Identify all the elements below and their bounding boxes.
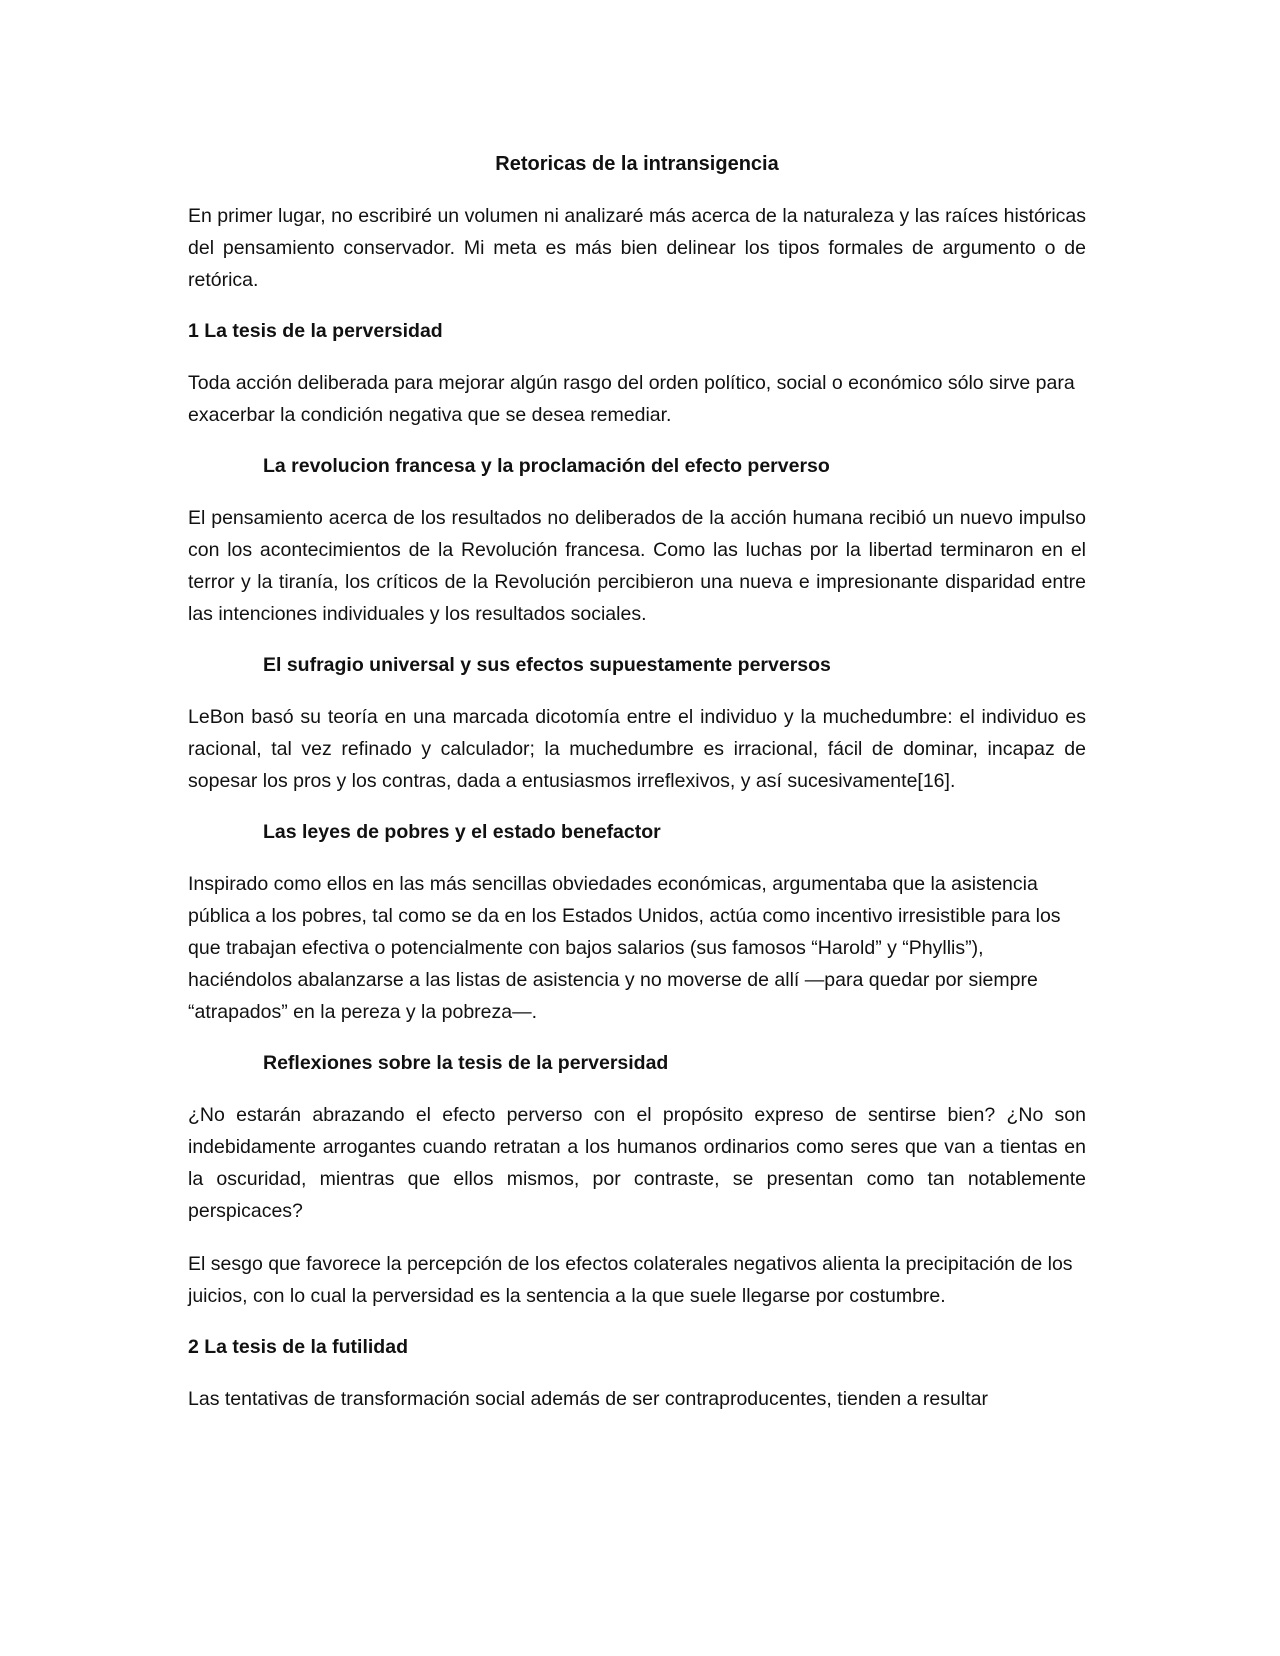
- paragraph-perversidad-definition: Toda acción deliberada para mejorar algún rasgo del orden político, social o económico sólo sirve para exacerbar la condición negativa que se desea remediar.: [188, 372, 1075, 426]
- subsection-heading-sufragio-universal: El sufragio universal y sus efectos supuestamente perversos: [263, 654, 831, 676]
- paragraph-sesgo: El sesgo que favorece la percepción de los efectos colaterales negativos alienta la precipitación de los juicios, con lo cual la perversidad es la sentencia a la que suele llegarse por costumbre.: [188, 1253, 1073, 1307]
- paragraph-asistencia-publica: Inspirado como ellos en las más sencillas obviedades económicas, argumentaba que la asistencia pública a los pobres, tal como se da en los Estados Unidos, actúa como incentivo irresistible para los que trabajan efectiva o potencialmente con bajos salarios (sus famosos “Harold” y “Phyllis”), haciéndolos abalanzarse a las listas de asistencia y no moverse de allí —para quedar por siempre “atrapados” en la pereza y la pobreza—.: [188, 873, 1061, 1023]
- section-heading-perversidad: 1 La tesis de la perversidad: [188, 320, 443, 342]
- subsection-heading-reflexiones: Reflexiones sobre la tesis de la perversidad: [263, 1052, 669, 1074]
- paragraph-futilidad-start: Las tentativas de transformación social además de ser contraproducentes, tienden a resultar: [188, 1388, 988, 1410]
- paragraph-reflexiones-preguntas: ¿No estarán abrazando el efecto perverso con el propósito expreso de sentirse bien? ¿No son indebidamente arrogantes cuando retratan a los humanos ordinarios como seres que van a tientas en la oscuridad, mientras que ellos mismos, por contraste, se presentan como tan notablemente perspicaces?: [188, 1104, 1086, 1222]
- paragraph-intro: En primer lugar, no escribiré un volumen ni analizaré más acerca de la naturaleza y las raíces históricas del pensamiento conservador. Mi meta es más bien delinear los tipos formales de argumento o de retórica.: [188, 205, 1086, 291]
- document-title: Retoricas de la intransigencia: [495, 153, 779, 175]
- paragraph-lebon: LeBon basó su teoría en una marcada dicotomía entre el individuo y la muchedumbre: el individuo es racional, tal vez refinado y calculador; la muchedumbre es irracional, fácil de dominar, incapaz de sopesar los pros y los contras, dada a entusiasmos irreflexivos, y así sucesivamente[16].: [188, 706, 1086, 792]
- subsection-heading-leyes-de-pobres: Las leyes de pobres y el estado benefactor: [263, 821, 661, 843]
- subsection-heading-revolucion-francesa: La revolucion francesa y la proclamación del efecto perverso: [263, 455, 830, 477]
- document-page: [188, 150, 1086, 1436]
- section-heading-futilidad: 2 La tesis de la futilidad: [188, 1336, 408, 1358]
- paragraph-revolucion-francesa: El pensamiento acerca de los resultados no deliberados de la acción humana recibió un nuevo impulso con los acontecimientos de la Revolución francesa. Como las luchas por la libertad terminaron en el terror y la tiranía, los críticos de la Revolución percibieron una nueva e impresionante disparidad entre las intenciones individuales y los resultados sociales.: [188, 507, 1086, 625]
